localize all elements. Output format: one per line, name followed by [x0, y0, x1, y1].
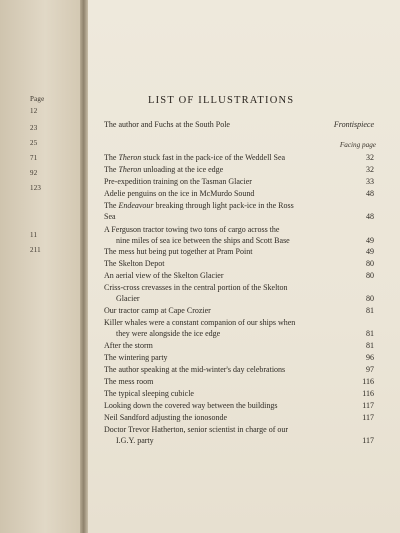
entry-caption: The wintering party: [104, 353, 168, 362]
illustration-entry: [104, 425, 374, 446]
entry-caption: The Theron unloading at the ice edge: [104, 165, 224, 174]
illustration-entry: [104, 225, 374, 246]
entry-page-number: 117: [362, 401, 374, 410]
entry-page-number: 117: [362, 413, 374, 422]
entry-caption: Doctor Trevor Hatherton, senior scientist in charge of our: [104, 425, 289, 434]
entry-caption: The typical sleeping cubicle: [104, 389, 194, 398]
illustration-entry: [104, 271, 374, 282]
illustration-entry: [104, 318, 374, 339]
entry-caption-continued: they were alongside the ice edge: [116, 328, 221, 338]
entry-caption-continued: I.G.Y. party: [116, 435, 154, 445]
entry-caption: The Endeavour breaking through light pack-ice in the Ross: [104, 201, 294, 210]
left-page: [0, 0, 82, 533]
entry-caption: Our tractor camp at Cape Crozier: [104, 306, 211, 315]
entry-page-number: Frontispiece: [333, 120, 374, 129]
left-page-number: 11: [30, 231, 38, 239]
entry-caption: Looking down the covered way between the buildings: [104, 401, 278, 410]
entry-caption: A Ferguson tractor towing two tons of cargo across the: [104, 225, 280, 234]
illustration-entry: [104, 377, 374, 388]
illustration-entry: [104, 201, 374, 222]
illustration-entry: [104, 120, 374, 131]
left-page-number: 71: [30, 154, 38, 162]
entry-caption: The mess room: [104, 377, 154, 386]
entry-caption: The author and Fuchs at the South Pole: [104, 120, 230, 129]
left-page-number: 92: [30, 169, 38, 177]
entry-caption: Killer whales were a constant companion of our ships when: [104, 318, 296, 327]
illustration-entry: [104, 401, 374, 412]
left-page-number: 123: [30, 184, 42, 192]
ship-name: Theron: [118, 153, 142, 162]
illustration-entry: [104, 189, 374, 200]
entry-page-number: 80: [366, 259, 374, 268]
left-page-number: 23: [30, 124, 38, 132]
entry-page-number: 81: [366, 328, 374, 338]
illustration-entry: [104, 413, 374, 424]
left-page-number: 12: [30, 107, 38, 115]
entry-page-number: 96: [366, 353, 374, 362]
entry-page-number: 97: [366, 365, 374, 374]
entry-caption: Adelie penguins on the ice in McMurdo Sound: [104, 189, 255, 198]
illustration-entry: [104, 389, 374, 400]
illustration-entry: [104, 247, 374, 258]
entry-page-number: 80: [366, 293, 374, 303]
entry-page-number: 116: [362, 389, 374, 398]
entry-page-number: 117: [362, 435, 374, 445]
left-page-number: 211: [30, 246, 41, 254]
entry-caption-continued: Sea: [104, 211, 116, 221]
entry-page-number: 116: [362, 377, 374, 386]
entry-page-number: 48: [366, 211, 374, 221]
entry-page-number: 32: [366, 153, 374, 162]
entry-caption: The mess hut being put together at Pram Point: [104, 247, 253, 256]
entry-page-number: 80: [366, 271, 374, 280]
illustration-entry: [104, 259, 374, 270]
entry-caption: The author speaking at the mid-winter's day celebrations: [104, 365, 286, 374]
entry-caption: After the storm: [104, 341, 153, 350]
entry-caption-continued: Glacier: [116, 293, 140, 303]
entry-caption: The Theron stuck fast in the pack-ice of the Weddell Sea: [104, 153, 286, 162]
entry-page-number: 49: [366, 247, 374, 256]
illustration-entry: [104, 177, 374, 188]
illustration-entry: [104, 341, 374, 352]
entry-page-number: 33: [366, 177, 374, 186]
facing-page-label: Facing page: [339, 141, 376, 149]
entry-caption-continued: nine miles of sea ice between the ships and Scott Base: [116, 235, 290, 245]
illustration-entry: [104, 353, 374, 364]
entry-page-number: 81: [366, 306, 374, 315]
entry-page-number: 48: [366, 189, 374, 198]
entry-page-number: 81: [366, 341, 374, 350]
entry-caption: The Skelton Depot: [104, 259, 165, 268]
illustration-entry: [104, 153, 374, 164]
left-page-number: 25: [30, 139, 38, 147]
entry-page-number: 49: [366, 235, 374, 245]
ship-name: Theron: [118, 165, 142, 174]
book-gutter: [80, 0, 88, 533]
left-page-number: Page: [30, 95, 45, 103]
page-title: LIST OF ILLUSTRATIONS: [148, 95, 295, 106]
entry-caption: An aerial view of the Skelton Glacier: [104, 271, 224, 280]
entry-caption: Pre-expedition training on the Tasman Glacier: [104, 177, 252, 186]
illustration-entry: [104, 283, 374, 304]
illustration-entry: [104, 165, 374, 176]
entry-page-number: 32: [366, 165, 374, 174]
illustration-entry: [104, 306, 374, 317]
ship-name: Endeavour: [118, 201, 154, 210]
illustration-entry: [104, 365, 374, 376]
entry-caption: Criss-cross crevasses in the central portion of the Skelton: [104, 283, 288, 292]
entry-caption: Neil Sandford adjusting the ionosonde: [104, 413, 228, 422]
